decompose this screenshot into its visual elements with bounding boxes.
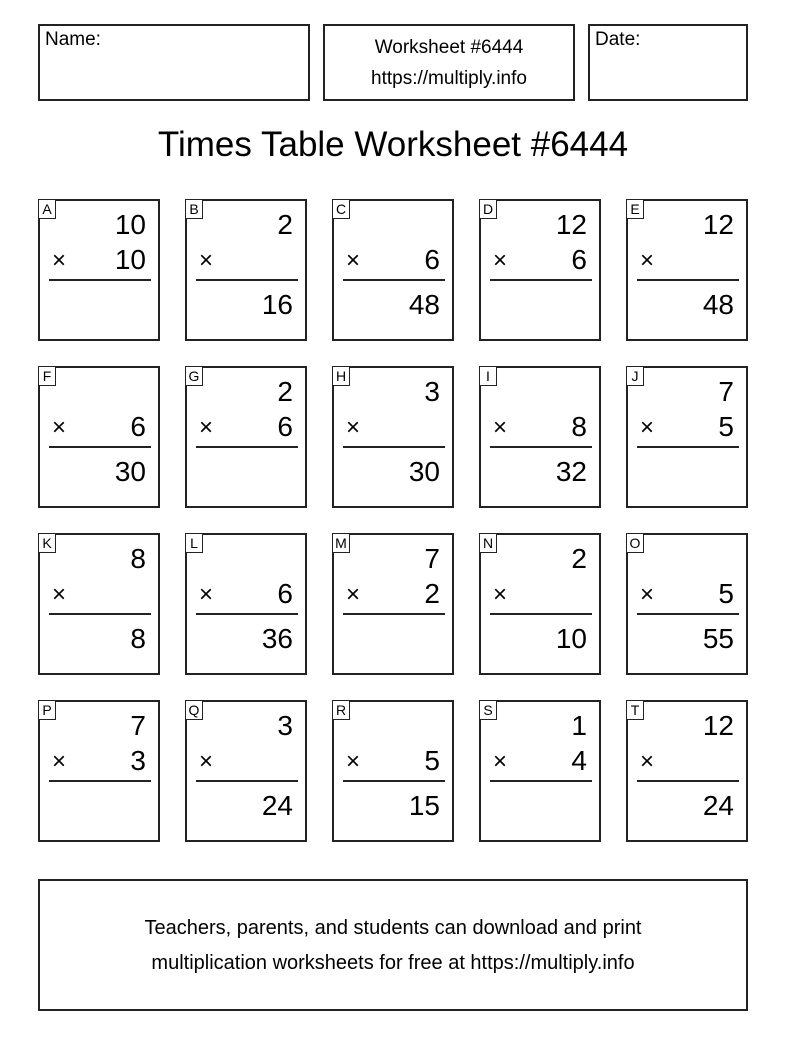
problem-card <box>38 700 160 842</box>
problem-card <box>479 533 601 675</box>
multiplicand: 12 <box>702 209 734 240</box>
product: 48 <box>408 289 440 320</box>
multiplicand: 1 <box>571 710 587 741</box>
problem-label: J <box>626 366 644 386</box>
times-sign: × <box>493 581 508 608</box>
multiplier: 8 <box>571 411 587 442</box>
date-label: Date: <box>595 29 641 50</box>
problem-card <box>38 366 160 508</box>
problem-label: I <box>479 366 497 386</box>
problem-card <box>332 199 454 341</box>
problem-card <box>185 366 307 508</box>
footer-box <box>38 879 748 1011</box>
answer-rule <box>49 613 151 615</box>
worksheet-info-box <box>323 24 575 101</box>
times-sign: × <box>199 247 214 274</box>
problem-card <box>185 199 307 341</box>
answer-rule <box>490 446 592 448</box>
problem-card <box>626 700 748 842</box>
multiplicand: 8 <box>130 543 146 574</box>
product: 16 <box>261 289 293 320</box>
times-sign: × <box>493 748 508 775</box>
worksheet-id: Worksheet #6444 <box>374 37 524 58</box>
multiplier: 2 <box>424 578 440 609</box>
times-sign: × <box>640 581 655 608</box>
problem-card <box>332 700 454 842</box>
problem-label: T <box>626 700 644 720</box>
problem-card <box>185 533 307 675</box>
problem-card <box>38 533 160 675</box>
problem-card <box>332 533 454 675</box>
times-sign: × <box>52 748 67 775</box>
problem-label: D <box>479 199 497 219</box>
times-sign: × <box>640 414 655 441</box>
problem-label: P <box>38 700 56 720</box>
multiplier: 4 <box>571 745 587 776</box>
times-sign: × <box>52 414 67 441</box>
multiplier: 3 <box>130 745 146 776</box>
answer-rule <box>343 780 445 782</box>
times-sign: × <box>493 247 508 274</box>
site-url: https://multiply.info <box>371 68 527 89</box>
times-sign: × <box>346 247 361 274</box>
times-sign: × <box>52 581 67 608</box>
problem-label: E <box>626 199 644 219</box>
problem-label: N <box>479 533 497 553</box>
problem-card <box>479 700 601 842</box>
problem-label: K <box>38 533 56 553</box>
times-sign: × <box>199 414 214 441</box>
problem-label: O <box>626 533 644 553</box>
problem-label: S <box>479 700 497 720</box>
multiplier: 6 <box>130 411 146 442</box>
multiplier: 6 <box>424 244 440 275</box>
problem-label: M <box>332 533 350 553</box>
answer-rule <box>343 613 445 615</box>
product: 30 <box>408 456 440 487</box>
problem-label: G <box>185 366 203 386</box>
times-sign: × <box>346 414 361 441</box>
answer-rule <box>343 279 445 281</box>
page-title: Times Table Worksheet #6444 <box>157 125 629 164</box>
product: 15 <box>408 790 440 821</box>
problem-label: L <box>185 533 203 553</box>
date-field-box <box>588 24 748 101</box>
multiplier: 5 <box>718 411 734 442</box>
answer-rule <box>196 279 298 281</box>
answer-rule <box>49 279 151 281</box>
name-field-box <box>38 24 310 101</box>
product: 24 <box>702 790 734 821</box>
product: 32 <box>555 456 587 487</box>
problem-card <box>626 199 748 341</box>
problem-label: Q <box>185 700 203 720</box>
name-label: Name: <box>45 29 101 50</box>
times-sign: × <box>199 581 214 608</box>
problem-card <box>626 366 748 508</box>
problem-card <box>38 199 160 341</box>
answer-rule <box>637 780 739 782</box>
answer-rule <box>196 613 298 615</box>
multiplier: 6 <box>277 411 293 442</box>
problem-label: H <box>332 366 350 386</box>
multiplicand: 3 <box>424 376 440 407</box>
times-sign: × <box>52 247 67 274</box>
product: 55 <box>702 623 734 654</box>
answer-rule <box>637 446 739 448</box>
multiplier: 6 <box>277 578 293 609</box>
answer-rule <box>196 446 298 448</box>
multiplicand: 12 <box>555 209 587 240</box>
times-sign: × <box>493 414 508 441</box>
times-sign: × <box>640 748 655 775</box>
answer-rule <box>196 780 298 782</box>
times-sign: × <box>346 748 361 775</box>
multiplicand: 2 <box>277 376 293 407</box>
problem-card <box>332 366 454 508</box>
product: 24 <box>261 790 293 821</box>
times-sign: × <box>346 581 361 608</box>
footer-line-1: Teachers, parents, and students can download and print <box>144 917 642 939</box>
problem-card <box>479 199 601 341</box>
problem-card <box>185 700 307 842</box>
multiplicand: 7 <box>130 710 146 741</box>
times-sign: × <box>199 748 214 775</box>
answer-rule <box>49 446 151 448</box>
multiplicand: 2 <box>571 543 587 574</box>
multiplicand: 7 <box>424 543 440 574</box>
multiplicand: 3 <box>277 710 293 741</box>
multiplicand: 12 <box>702 710 734 741</box>
answer-rule <box>490 613 592 615</box>
answer-rule <box>490 780 592 782</box>
product: 48 <box>702 289 734 320</box>
footer-line-2: multiplication worksheets for free at https://multiply.info <box>151 952 635 974</box>
multiplicand: 2 <box>277 209 293 240</box>
product: 30 <box>114 456 146 487</box>
multiplier: 5 <box>424 745 440 776</box>
problem-card <box>479 366 601 508</box>
product: 36 <box>261 623 293 654</box>
answer-rule <box>343 446 445 448</box>
multiplier: 6 <box>571 244 587 275</box>
times-sign: × <box>640 247 655 274</box>
problem-card <box>626 533 748 675</box>
product: 10 <box>555 623 587 654</box>
problem-label: F <box>38 366 56 386</box>
answer-rule <box>637 613 739 615</box>
problem-label: B <box>185 199 203 219</box>
answer-rule <box>490 279 592 281</box>
problem-label: R <box>332 700 350 720</box>
answer-rule <box>49 780 151 782</box>
product: 8 <box>130 623 146 654</box>
answer-rule <box>637 279 739 281</box>
multiplier: 5 <box>718 578 734 609</box>
multiplicand: 7 <box>718 376 734 407</box>
multiplicand: 10 <box>114 209 146 240</box>
problem-label: A <box>38 199 56 219</box>
problem-label: C <box>332 199 350 219</box>
multiplier: 10 <box>114 244 146 275</box>
